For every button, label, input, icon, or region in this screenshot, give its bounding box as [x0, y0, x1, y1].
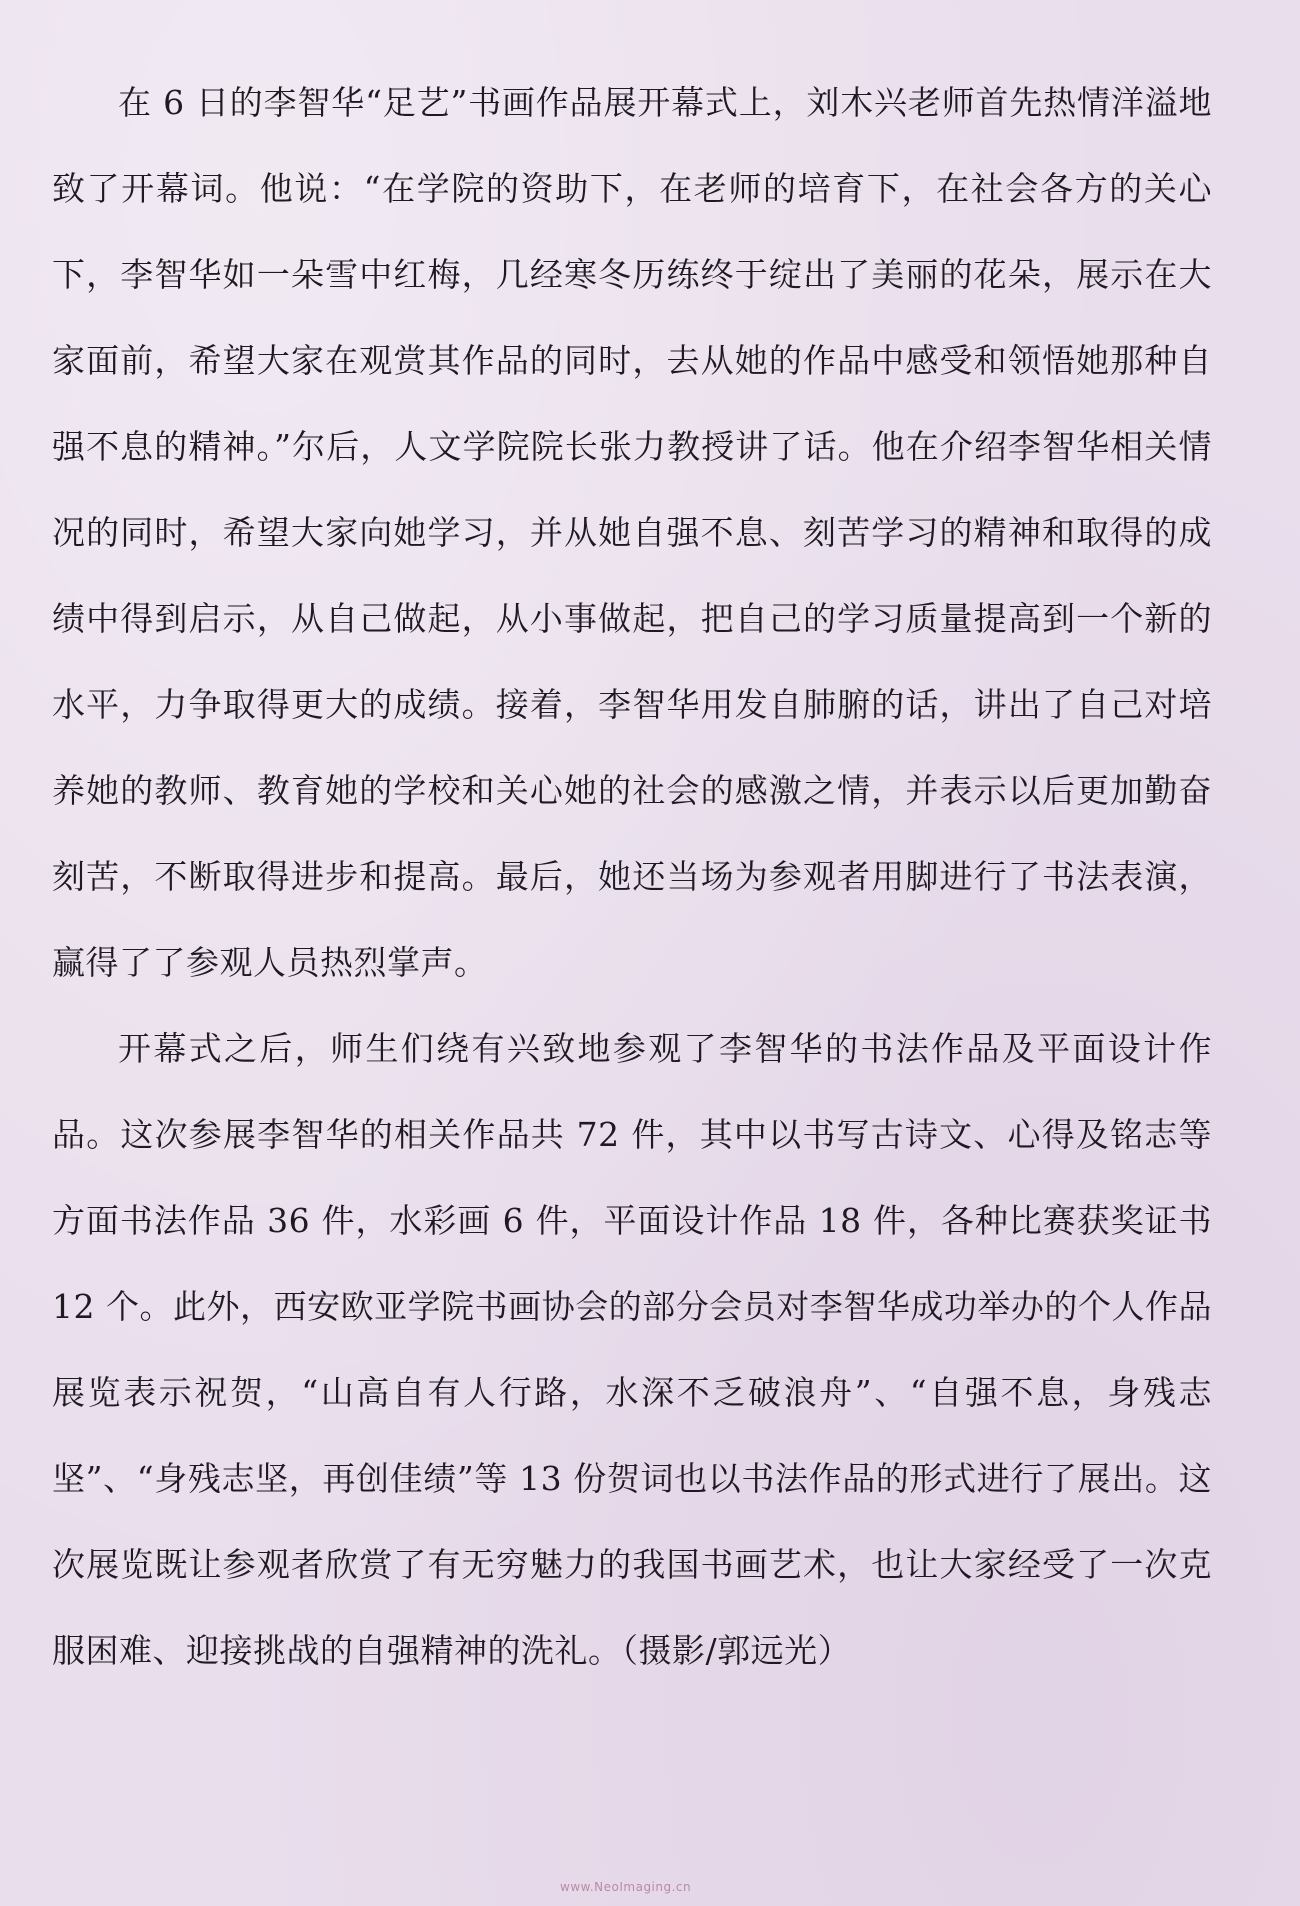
paragraph-exhibition-details: 开幕式之后，师生们绕有兴致地参观了李智华的书法作品及平面设计作品。这次参展李智华的相关作品共 72 件，其中以书写古诗文、心得及铭志等方面书法作品 36 件，水彩画 6 件，平面设计作品 18 件，各种比赛获奖证书 12 个。此外，西安欧亚学院书画协会的部分会员对李智华成功举办的个人作品展览表示祝贺，“山高自有人行路，水深不乏破浪舟”、“自强不息，身残志坚”、“身残志坚，再创佳绩”等 13 份贺词也以书法作品的形式进行了展出。这次展览既让参观者欣赏了有无穷魅力的我国书画艺术，也让大家经受了一次克服困难、迎接挑战的自强精神的洗礼。（摄影/郭远光） [52, 1029, 1212, 1670]
article-body [52, 60, 1212, 1840]
watermark-text: www.NeoImaging.cn [560, 1880, 692, 1894]
paragraph-opening-ceremony: 在 6 日的李智华“足艺”书画作品展开幕式上，刘木兴老师首先热情洋溢地致了开幕词。他说：“在学院的资助下，在老师的培育下，在社会各方的关心下，李智华如一朵雪中红梅，几经寒冬历练终于绽出了美丽的花朵，展示在大家面前，希望大家在观赏其作品的同时，去从她的作品中感受和领悟她那种自强不息的精神。”尔后，人文学院院长张力教授讲了话。他在介绍李智华相关情况的同时，希望大家向她学习，并从她自强不息、刻苦学习的精神和取得的成绩中得到启示，从自己做起，从小事做起，把自己的学习质量提高到一个新的水平，力争取得更大的成绩。接着，李智华用发自肺腑的话，讲出了自己对培养她的教师、教育她的学校和关心她的社会的感激之情，并表示以后更加勤奋刻苦，不断取得进步和提高。最后，她还当场为参观者用脚进行了书法表演，赢得了了参观人员热烈掌声。 [52, 83, 1212, 982]
